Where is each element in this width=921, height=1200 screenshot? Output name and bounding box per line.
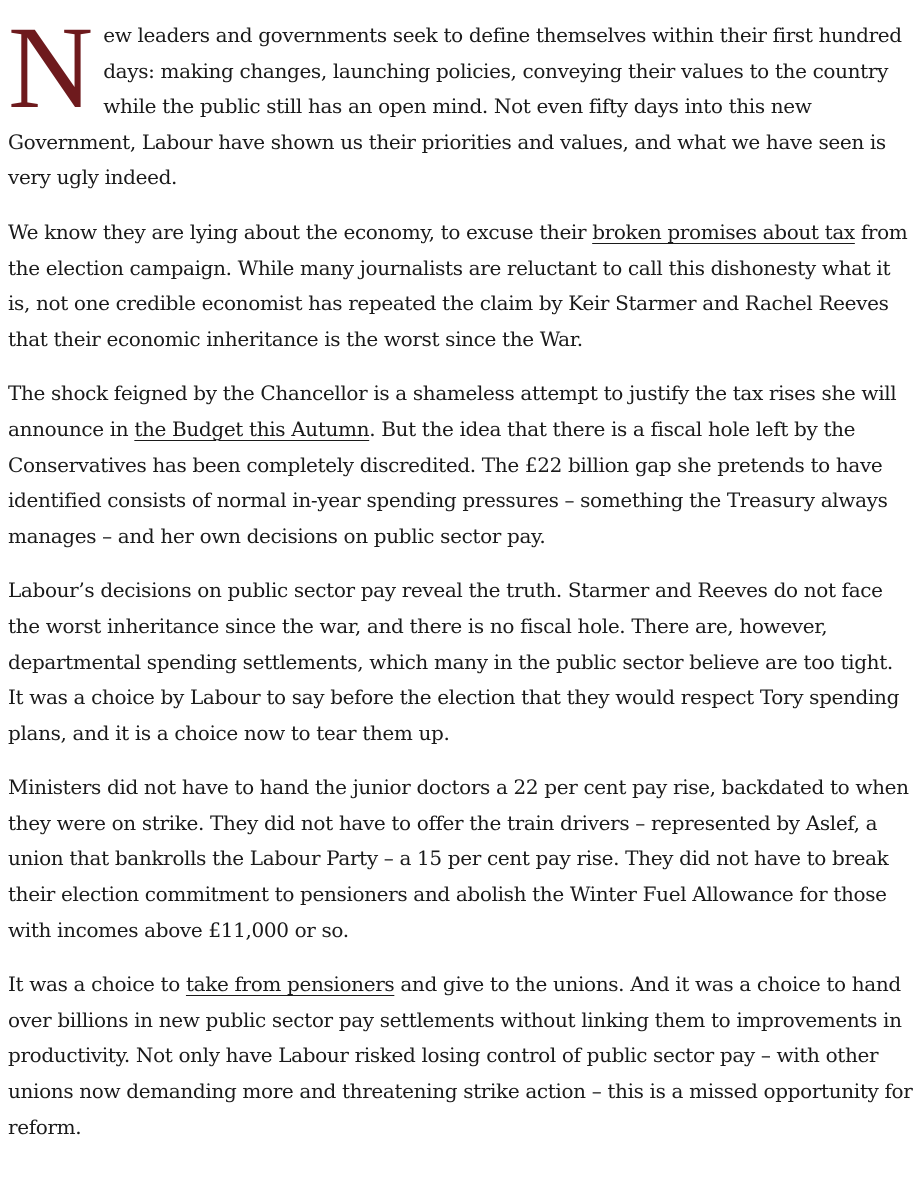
paragraph-6-text-before: It was a choice to — [8, 972, 186, 997]
paragraph-2 — [8, 215, 913, 357]
paragraph-6-text-after: and give to the unions. And it was a choice to hand over billions in new public sector pay settlements without linking them to improvements in productivity. Not only have Labour risked losing control of public sector pay – with other unions now demanding more and threatening strike action – this is a missed opportunity for reform. — [8, 972, 913, 1139]
paragraph-3-text-after: . But the idea that there is a fiscal hole left by the Conservatives has been completely discredited. The £22 billion gap she pretends to have identified consists of normal in-year spending pressures – something the Treasury always manages – and her own decisions on public sector pay. — [8, 416, 888, 548]
paragraph-5-text: Ministers did not have to hand the junior doctors a 22 per cent pay rise, backdated to when they were on strike. They did not have to offer the train drivers – represented by Aslef, a union that bankrolls the Labour Party – a 15 per cent pay rise. They did not have to break their election commitment to pensioners and abolish the Winter Fuel Allowance for those with incomes above £11,000 or so. — [8, 775, 909, 942]
paragraph-1-text: ew leaders and governments seek to define themselves within their first hundred days: making changes, launching policies, conveying their values to the country while the public still has an open mind. Not even fifty days into this new Government, Labour have shown us their priorities and values, and what we have seen is very ugly indeed. — [8, 23, 902, 190]
dropcap-letter: N — [8, 2, 94, 133]
take-from-pensioners-link[interactable]: take from pensioners — [185, 972, 395, 997]
paragraph-1 — [8, 2, 913, 196]
paragraph-2-text-before: We know they are lying about the economy, to excuse their — [8, 219, 593, 244]
budget-autumn-link[interactable]: the Budget this Autumn — [134, 416, 370, 441]
broken-promises-link[interactable]: broken promises about tax — [592, 219, 855, 244]
paragraph-4-text: Labour’s decisions on public sector pay reveal the truth. Starmer and Reeves do not face the worst inheritance since the war, and there is no fiscal hole. There are, however, departmental spending settlements, which many in the public sector believe are too tight. It was a choice by Labour to say before the election that they would respect Tory spending plans, and it is a choice now to tear them up. — [8, 578, 900, 745]
paragraph-2-text-after: from the election campaign. While many journalists are reluctant to call this dishonesty what it is, not one credible economist has repeated the claim by Keir Starmer and Rachel Reeves that their economic inheritance is the worst since the War. — [8, 219, 908, 351]
paragraph-6 — [8, 967, 913, 1145]
paragraph-3-text-before: The shock feigned by the Chancellor is a shameless attempt to justify the tax rises she will announce in — [8, 381, 897, 441]
paragraph-3 — [8, 376, 913, 554]
article-body — [8, 2, 913, 1164]
paragraph-5 — [8, 770, 913, 948]
paragraph-4 — [8, 573, 913, 751]
